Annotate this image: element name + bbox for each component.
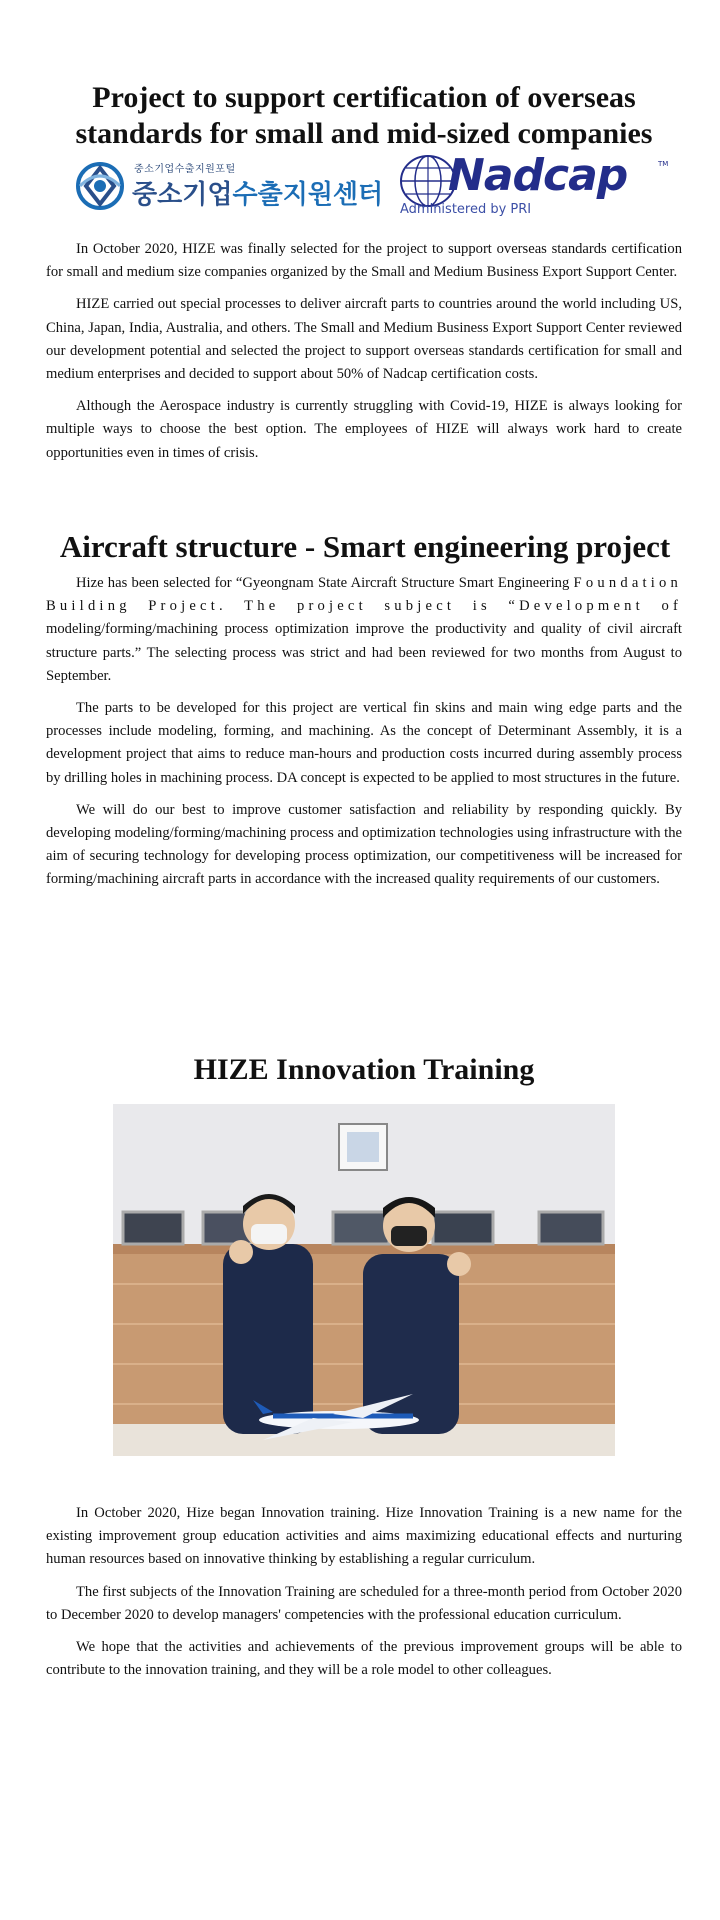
paragraph: Although the Aerospace industry is currently struggling with Covid-19, HIZE is always looking for multiple ways to choose the best option. The employees of HIZE will always work hard to create opportunities even in times of crisis. [46, 398, 682, 461]
paragraph: The parts to be developed for this project are vertical fin skins and main wing edge parts and the processes include modeling, forming, and machining. As the concept of Determinant Assembly, it is a development project that aims to reduce man-hours and production costs incurred during assembly process by drilling holes in machining process. DA concept is expected to be applied to most structures in the future. [46, 700, 682, 786]
logo-row [46, 152, 682, 222]
korean-logo-small-text: 중소기업수출지원포털 [134, 164, 236, 175]
paragraph: We will do our best to improve customer satisfaction and reliability by responding quickly. By developing modeling/forming/machining process and optimization technologies using infrastructure with the aim of securing technology for developing process optimization, our competitiveness will be increased for forming/machining aircraft parts in accordance with the increased quality requirements of our customers. [46, 801, 682, 888]
nadcap-logo [398, 150, 669, 220]
section-title-certification: Project to support certification of overseas standards for small and mid-sized companies [75, 81, 653, 150]
paragraph [46, 572, 682, 688]
training-photo-illustration [113, 1104, 615, 1456]
section-smart-engineering [40, 528, 690, 901]
paragraph: In October 2020, HIZE was finally selected for the project to support overseas standards certification for small and medium size companies organized by the Small and Medium Business Export Support Center. [46, 241, 682, 281]
nadcap-tm: TM [658, 160, 669, 168]
paragraph-spaced-line: Foundation Building Project. The project subject is “Development of [46, 575, 682, 615]
paragraph: In October 2020, Hize began Innovation training. Hize Innovation Training is a new name for the existing improvement group education activities and aims maximizing educational effects and nurturing human resources based on innovative thinking by establishing a regular curriculum. [46, 1505, 682, 1568]
nadcap-wordmark: Nadcap [448, 150, 628, 201]
section-certification-support [46, 80, 682, 474]
emblem-icon [74, 160, 126, 212]
korean-logo-main-text [132, 174, 383, 211]
korean-logo-text-a: 중소기업 [132, 180, 233, 210]
section-title-smart-engineering: Aircraft structure - Smart engineering project [59, 529, 671, 564]
nadcap-subtitle: Administered by PRI [400, 202, 532, 217]
section-body-smart-engineering [40, 572, 690, 892]
section-body-certification [46, 238, 682, 465]
paragraph-line: modeling/forming/machining process optimization improve the productivity and quality of civil aircraft structure parts.” The selecting process was strict and had been reviewed for two months from August to September. [46, 621, 682, 684]
section-innovation-training [46, 1052, 682, 1691]
paragraph: The first subjects of the Innovation Training are scheduled for a three-month period from October 2020 to December 2020 to develop managers' competencies with the professional education curriculum. [46, 1583, 682, 1623]
training-photo [113, 1104, 615, 1456]
section-title-innovation: HIZE Innovation Training [193, 1053, 535, 1086]
section-body-innovation [46, 1502, 682, 1682]
korean-logo-text-b: 수출지원센터 [232, 180, 384, 210]
paragraph: We hope that the activities and achievements of the previous improvement groups will be able to contribute to the innovation training, and they will be a role model to other colleagues. [46, 1639, 682, 1679]
paragraph: HIZE carried out special processes to deliver aircraft parts to countries around the world including US, China, Japan, India, Australia, and others. The Small and Medium Business Export Support Center reviewed our development potential and selected the project to support overseas standards certification for small and medium enterprises and decided to support about 50% of Nadcap certification costs. [46, 296, 682, 383]
paragraph-line: Hize has been selected for “Gyeongnam State Aircraft Structure Smart Engineering [76, 575, 570, 591]
korean-export-center-logo [74, 156, 384, 216]
